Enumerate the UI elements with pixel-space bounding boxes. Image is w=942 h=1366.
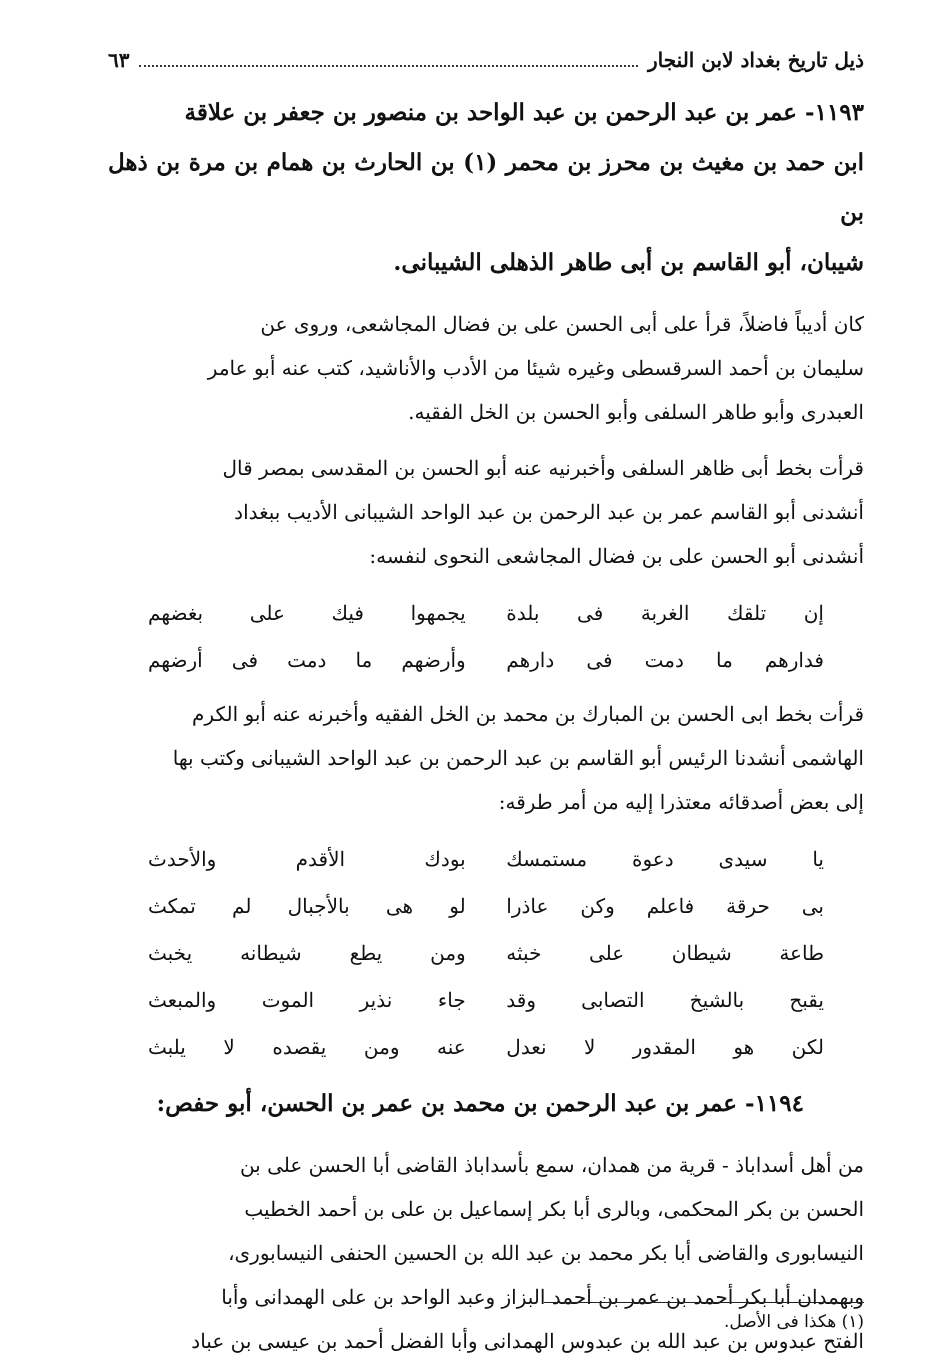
running-title: ذيل تاريخ بغداد لابن النجار: [648, 48, 864, 72]
text-line: أنشدنى أبو الحسن على بن فضال المجاشعى النحوى لنفسه:: [369, 544, 864, 568]
running-head: [108, 40, 864, 80]
poem-verse: [148, 930, 824, 977]
text-line: العبدرى وأبو طاهر السلفى وأبو الحسن بن الخل الفقيه.: [408, 400, 864, 424]
verse-first-hemistich: فدارهم ما دمت فى دارهم: [506, 648, 824, 672]
poem-verse: [148, 883, 824, 930]
heading-line: ابن حمد بن مغيث بن محرز بن محمر (١) بن الحارث بن همام بن مرة بن ذهل بن: [108, 149, 864, 226]
text-line: وبهمدان أبا بكر أحمد بن عمر بن أحمد البزاز وعبد الواحد بن على الهمدانى وأبا: [221, 1285, 864, 1309]
text-line: كان أديباً فاضلاً، قرأ على أبى الحسن على بن فضال المجاشعى، وروى عن: [260, 312, 864, 336]
verse-first-hemistich: طاعة شيطان على خبثه: [506, 941, 824, 965]
verse-second-hemistich: جاء نذير الموت والمبعث: [148, 988, 466, 1012]
text-line: الحسن بن بكر المحكمى، وبالرى أبا بكر إسماعيل بن على بن أحمد الخطيب: [244, 1197, 864, 1221]
page-number: ٦٣: [108, 48, 130, 72]
entry-1193-bio-paragraph: [108, 302, 864, 434]
poem-2: [148, 836, 824, 1071]
verse-first-hemistich: يقبح بالشيخ التصابى وقد: [506, 988, 824, 1012]
verse-first-hemistich: بى حرقة فاعلم وكن عاذرا: [506, 894, 824, 918]
text-line: الهاشمى أنشدنا الرئيس أبو القاسم بن عبد الرحمن بن عبد الواحد الشيبانى وكتب بها: [172, 746, 864, 770]
text-line: من أهل أسداباذ - قرية من همدان، سمع بأسداباذ القاضى أبا الحسن على بن: [239, 1153, 864, 1177]
text-line: الفتح عبدوس بن عبد الله بن عبدوس الهمدانى وأبا الفضل أحمد بن عيسى بن عباد: [191, 1329, 864, 1353]
heading-line: ١١٩٣- عمر بن عبد الرحمن بن عبد الواحد بن منصور بن جعفر بن علاقة: [184, 99, 864, 126]
verse-second-hemistich: بودك الأقدم والأحدث: [148, 847, 466, 871]
verse-second-hemistich: يجمهوا فيك على بغضهم: [148, 601, 466, 625]
verse-second-hemistich: عنه ومن يقصده لا يلبث: [148, 1035, 466, 1059]
entry-1194-heading: ١١٩٤- عمر بن عبد الرحمن بن محمد بن عمر بن الحسن، أبو حفص:: [156, 1090, 804, 1117]
verse-first-hemistich: إن تلقك الغربة فى بلدة: [506, 601, 824, 625]
poem-verse: [148, 1024, 824, 1071]
verse-first-hemistich: يا سيدى دعوة مستمسك: [506, 847, 824, 871]
poem-verse: [148, 590, 824, 637]
text-line: النيسابورى والقاضى أبا بكر محمد بن عبد الله بن الحسين الحنفى النيسابورى،: [228, 1241, 864, 1265]
text-line: أنشدنى أبو القاسم عمر بن عبد الرحمن بن عبد الواحد الشيبانى الأديب ببغداد: [234, 500, 864, 524]
poem-verse: [148, 977, 824, 1024]
entry-1193-heading: [108, 88, 864, 288]
verse-second-hemistich: وأرضهم ما دمت فى أرضهم: [148, 648, 466, 672]
verse-second-hemistich: ومن يطع شيطانه يخبث: [148, 941, 466, 965]
text-line: قرأت بخط أبى ظاهر السلفى وأخبرنيه عنه أبو الحسن بن المقدسى بمصر قال: [222, 456, 864, 480]
entry-1193-second-narration: [108, 692, 864, 824]
poem-verse: [148, 836, 824, 883]
verse-second-hemistich: لو هى بالأجبال لم تمكث: [148, 894, 466, 918]
text-line: قرأت بخط ابى الحسن بن المبارك بن محمد بن الخل الفقيه وأخبرنه عنه أبو الكرم: [192, 702, 864, 726]
footnote-rule: [544, 1302, 864, 1303]
entry-1193-narration-paragraph: [108, 446, 864, 578]
text-line: إلى بعض أصدقائه معتذرا إليه من أمر طرقه:: [498, 790, 864, 814]
leader-dots: [139, 65, 638, 67]
poem-1: [148, 590, 824, 684]
verse-first-hemistich: لكن هو المقدور لا نعدل: [506, 1035, 824, 1059]
poem-verse: [148, 637, 824, 684]
heading-line: شيبان، أبو القاسم بن أبى طاهر الذهلى الشيبانى.: [393, 249, 864, 276]
text-line: سليمان بن أحمد السرقسطى وغيره شيئا من الأدب والأناشيد، كتب عنه أبو عامر: [207, 356, 864, 380]
footnote: (١) هكذا فى الأصل.: [723, 1312, 864, 1332]
